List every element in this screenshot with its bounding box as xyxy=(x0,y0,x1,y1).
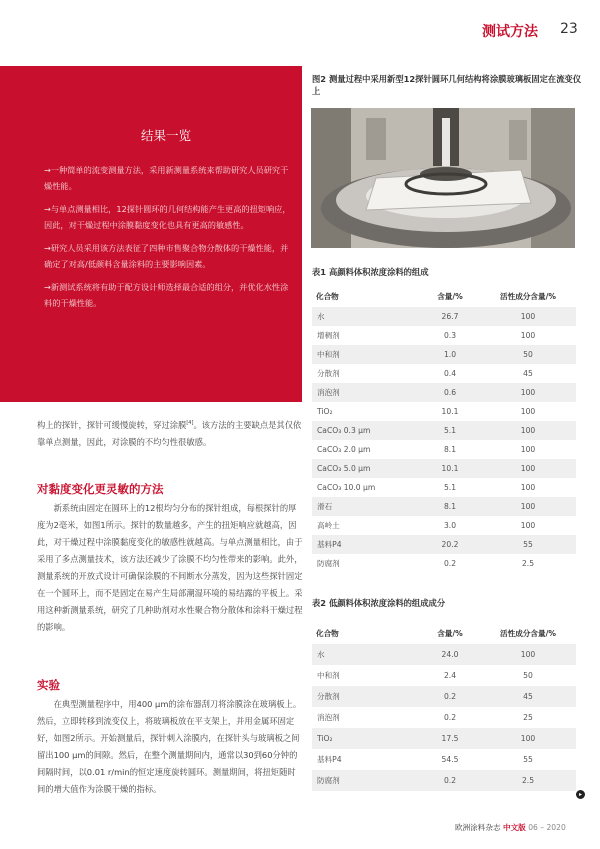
table-row: 消泡剂 0.2 25 xyxy=(312,707,576,728)
intro-paragraph: 构上的探针，探针可缓慢旋转，穿过涂膜[4]。该方法的主要缺点是其仅依靠单点测量，因此，对涂膜的不均匀性很敏感。 xyxy=(37,419,302,447)
table-header: 活性成分含量/% xyxy=(480,622,576,644)
table-row: 中和剂 1.0 50 xyxy=(312,345,576,364)
table-row: TiO₂ 10.1 100 xyxy=(312,402,576,421)
table-row: 分散剂 0.4 45 xyxy=(312,364,576,383)
summary-item: →研究人员采用该方法表征了四种市售聚合物分散体的干燥性能，并确定了对高/低颜料含量涂料的主要影响因素。 xyxy=(44,243,289,269)
rheometer-photo xyxy=(311,108,575,248)
table-header: 含量/% xyxy=(420,622,480,644)
table-row: 水 26.7 100 xyxy=(312,307,576,326)
table-row: CaCO₃ 2.0 μm 8.1 100 xyxy=(312,440,576,459)
summary-box xyxy=(30,66,302,402)
section-heading-viscosity: 对黏度变化更灵敏的方法 xyxy=(37,482,164,496)
section-body-viscosity: 新系统由固定在圆环上的12根均匀分布的探针组成，每根探针的厚度为2毫米，如图1所示。探针的数量越多，产生的扭矩响应就越高，因此，对干燥过程中涂膜黏度变化的敏感性就越高。与单点测量相比，由于采用了多点测量技术，该方法还减少了涂膜不均匀性带来的影响。此外，测量系统的开放式设计可确保涂膜的不间断水分蒸发，因为这些探针固定在一个圆环上，而不是固定在易产生局部潮湿环境的易结露的平板上。采用这种新测量系统，研究了几种助剂对水性聚合物分散体和涂料干燥过程的影响。 xyxy=(37,503,303,632)
summary-box-bleed xyxy=(0,66,30,402)
table-row: 消泡剂 0.6 100 xyxy=(312,383,576,402)
table-row: 增稠剂 0.3 100 xyxy=(312,326,576,345)
table-row: CaCO₃ 10.0 μm 5.1 100 xyxy=(312,478,576,497)
section-body-experiment: 在典型测量程序中，用400 μm的涂布器刮刀将涂膜涂在玻璃板上。然后，立即转移到流变仪上，将玻璃板放在平支架上，并用金属环固定好，如图2所示。开始测量后，探针刺入涂膜内，在探针头与玻璃板之间留出100 μm的间隙。然后，在整个测量期间内，通常以30到60分钟的间隔时间，以0.01 r/min的恒定速度旋转圆环。测量期间，将扭矩随时间的增大值作为涂膜干燥的指标。 xyxy=(37,699,302,794)
table-row: TiO₂ 17.5 100 xyxy=(312,728,576,749)
table-header: 活性成分含量/% xyxy=(480,285,576,307)
table2 xyxy=(312,622,576,791)
table-row: 基料P4 54.5 55 xyxy=(312,749,576,770)
table-row: 防腐剂 0.2 2.5 xyxy=(312,770,576,791)
table-header: 化合物 xyxy=(312,285,420,307)
figure-caption: 图2 测量过程中采用新型12探针圆环几何结构将涂膜玻璃板固定在流变仪上 xyxy=(312,74,582,96)
table-row: 滑石 8.1 100 xyxy=(312,497,576,516)
footer-edition: 中文版 xyxy=(502,823,526,832)
table-row: 中和剂 2.4 50 xyxy=(312,665,576,686)
page-number: 23 xyxy=(560,21,578,37)
footer-issue: 06 – 2020 xyxy=(528,823,566,832)
table-row: CaCO₃ 0.3 μm 5.1 100 xyxy=(312,421,576,440)
summary-list xyxy=(44,162,292,318)
footer-magazine: 欧洲涂料杂志 xyxy=(455,823,501,832)
reference-marker: [4] xyxy=(186,420,194,426)
next-page-icon[interactable]: ▸ xyxy=(576,790,585,799)
table1-caption: 表1 高颜料体积浓度涂料的组成 xyxy=(312,267,429,277)
table-row: 水 24.0 100 xyxy=(312,644,576,665)
summary-item: →与单点测量相比，12探针圆环的几何结构能产生更高的扭矩响应，因此，对干燥过程中涂膜黏度变化也具有更高的敏感性。 xyxy=(44,204,291,230)
table-row: 高岭土 3.0 100 xyxy=(312,516,576,535)
table-row: 防腐剂 0.2 2.5 xyxy=(312,554,576,573)
section-heading-experiment: 实验 xyxy=(37,678,60,692)
summary-item: →一种简单的流变测量方法，采用新测量系统来帮助研究人员研究干燥性能。 xyxy=(44,165,289,191)
table-row: 基料P4 20.2 55 xyxy=(312,535,576,554)
table1 xyxy=(312,285,576,573)
summary-item: →新测试系统将有助于配方设计师选择最合适的组分，并优化水性涂料的干燥性能。 xyxy=(44,282,289,308)
footer xyxy=(455,822,566,833)
section-title: 测试方法 xyxy=(482,24,538,40)
table-header: 含量/% xyxy=(420,285,480,307)
table-row: 分散剂 0.2 45 xyxy=(312,686,576,707)
table-row: CaCO₃ 5.0 μm 10.1 100 xyxy=(312,459,576,478)
summary-title: 结果一览 xyxy=(140,128,191,143)
table-header: 化合物 xyxy=(312,622,420,644)
table2-caption: 表2 低颜料体积浓度涂料的组成成分 xyxy=(312,598,446,608)
